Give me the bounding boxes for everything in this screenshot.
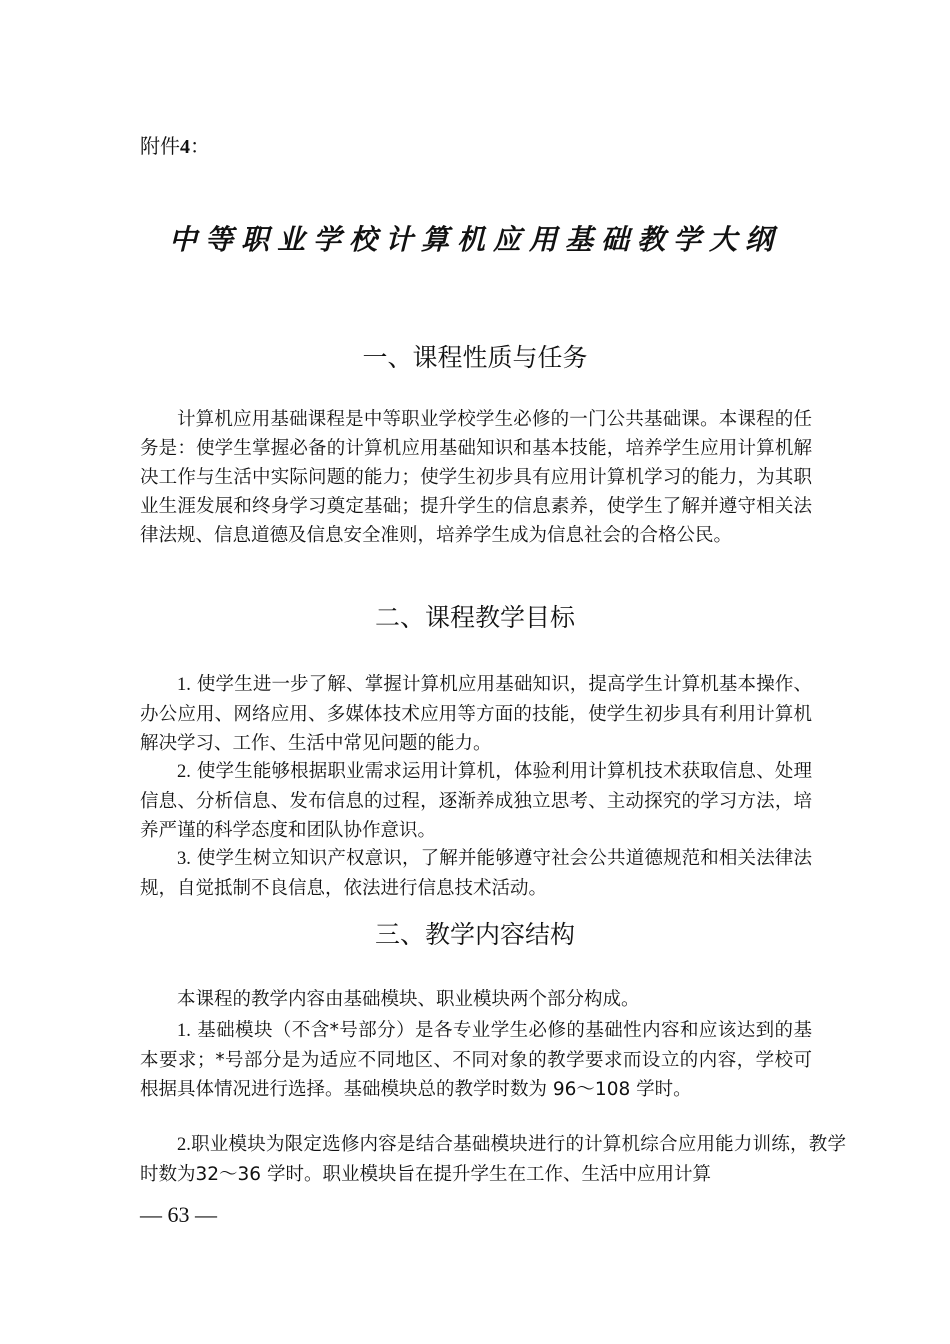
attachment-label: 附件4： xyxy=(140,134,210,158)
section-2-item-1 xyxy=(140,670,812,758)
item-number: 1. xyxy=(177,675,191,695)
item-number: 3. xyxy=(177,849,191,869)
section-heading-2: 二、课程教学目标 xyxy=(374,603,575,632)
section-3-intro: 本课程的教学内容由基础模块、职业模块两个部分构成。 xyxy=(177,989,640,1010)
item-text: 使学生能够根据职业需求运用计算机，体验利用计算机技术获取信息、处理信息、分析信息、发布信息的过程，逐渐养成独立思考、主动探究的学习方法，培养严谨的科学态度和团队协作意识。 xyxy=(140,761,812,841)
section-2-item-3 xyxy=(140,844,812,903)
item-text: 使学生树立知识产权意识，了解并能够遵守社会公共道德规范和相关法律法规，自觉抵制不良信息，依法进行信息技术活动。 xyxy=(140,848,812,899)
section-heading-3: 三、教学内容结构 xyxy=(374,920,575,949)
page-number: — 63 — xyxy=(140,1202,217,1227)
item-number: 2. xyxy=(177,762,191,782)
section-2-item-2 xyxy=(140,757,812,845)
item-number: 1. xyxy=(177,1021,191,1041)
item-text: 基础模块（不含*号部分）是各专业学生必修的基础性内容和应该达到的基本要求；*号部分是为适应不同地区、不同对象的教学要求而设立的内容，学校可根据具体情况进行选择。基础模块总的教学时数为 96～108 学时。 xyxy=(140,1020,812,1100)
item-number: 2. xyxy=(177,1135,191,1155)
section-3-item-2 xyxy=(140,1130,846,1189)
document-title: 中等职业学校计算机应用基础教学大纲 xyxy=(168,223,781,256)
item-text: 职业模块为限定选修内容是结合基础模块进行的计算机综合应用能力训练，教学时数为32～36 学时。职业模块旨在提升学生在工作、生活中应用计算 xyxy=(140,1134,846,1185)
section-heading-1: 一、课程性质与任务 xyxy=(362,343,588,372)
section-3-item-1 xyxy=(140,1016,812,1104)
item-text: 使学生进一步了解、掌握计算机应用基础知识，提高学生计算机基本操作、办公应用、网络应用、多媒体技术应用等方面的技能，使学生初步具有利用计算机解决学习、工作、生活中常见问题的能力。 xyxy=(140,674,812,754)
section-1-paragraph: 计算机应用基础课程是中等职业学校学生必修的一门公共基础课。本课程的任务是：使学生掌握必备的计算机应用基础知识和基本技能，培养学生应用计算机解决工作与生活中实际问题的能力；使学生初步具有应用计算机学习的能力，为其职业生涯发展和终身学习奠定基础；提升学生的信息素养，使学生了解并遵守相关法律法规、信息道德及信息安全准则，培养学生成为信息社会的合格公民。 xyxy=(140,409,812,546)
